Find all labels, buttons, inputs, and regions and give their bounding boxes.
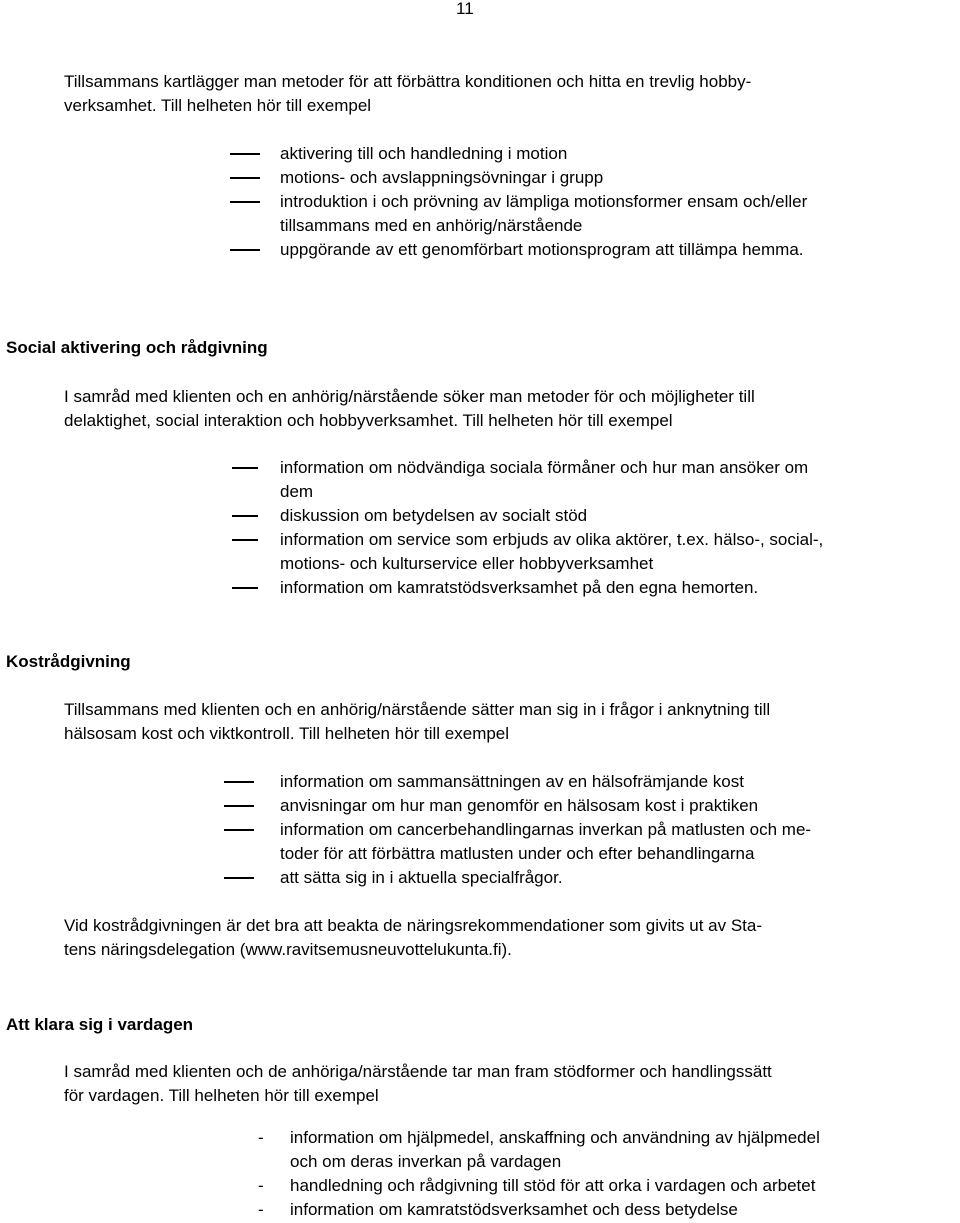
list-item <box>280 238 950 262</box>
list-item-text: uppgörande av ett genomförbart motionsprogram att tillämpa hemma. <box>280 240 804 259</box>
list-item-text-continued: och om deras inverkan på vardagen <box>290 1152 562 1171</box>
list-item <box>280 142 950 166</box>
list-item <box>258 1126 950 1174</box>
list-item <box>258 1198 950 1222</box>
dash-bullet-icon <box>230 153 260 155</box>
list-item-text: information om hjälpmedel, anskaffning och användning av hjälpmedel <box>290 1128 820 1147</box>
list-item-text: information om service som erbjuds av olika aktörer, t.ex. hälso-, social-, <box>280 530 824 549</box>
diet-closing-line-2: tens näringsdelegation (www.ravitsemusneuvottelukunta.fi). <box>64 940 512 959</box>
daily-list <box>258 1126 950 1222</box>
dash-bullet-icon <box>232 539 258 541</box>
list-item-text: handledning och rådgivning till stöd för att orka i vardagen och arbetet <box>290 1176 816 1195</box>
list-item <box>280 794 952 818</box>
list-item-text: information om kamratstödsverksamhet på den egna hemorten. <box>280 578 759 597</box>
list-item-text-continued: toder för att förbättra matlusten under och efter behandlingarna <box>280 844 755 863</box>
list-item-text: information om cancerbehandlingarnas inverkan på matlusten och me- <box>280 820 812 839</box>
diet-intro-line-2: hälsosam kost och viktkontroll. Till helheten hör till exempel <box>64 724 510 743</box>
social-intro-line-1: I samråd med klienten och en anhörig/närstående söker man metoder för och möjligheter till <box>64 387 755 406</box>
dash-bullet-icon <box>224 877 254 879</box>
list-item <box>280 818 952 866</box>
dash-bullet-icon <box>230 201 260 203</box>
list-item-text: att sätta sig in i aktuella specialfrågor. <box>280 868 563 887</box>
hyphen-bullet-icon: - <box>258 1200 264 1219</box>
list-item <box>280 770 952 794</box>
social-list <box>280 456 952 600</box>
dash-bullet-icon <box>232 515 258 517</box>
list-item-text-continued: dem <box>280 482 314 501</box>
dash-bullet-icon <box>224 829 254 831</box>
list-item-text: anvisningar om hur man genomför en hälsosam kost i praktiken <box>280 796 759 815</box>
list-item-text: diskussion om betydelsen av socialt stöd <box>280 506 588 525</box>
diet-closing-paragraph <box>64 914 950 962</box>
motion-intro-line-1: Tillsammans kartlägger man metoder för att förbättra konditionen och hitta en trevlig hobby- <box>64 72 752 91</box>
list-item-text: aktivering till och handledning i motion <box>280 144 568 163</box>
list-item-text: information om kamratstödsverksamhet och dess betydelse <box>290 1200 738 1219</box>
daily-intro-paragraph <box>64 1060 950 1108</box>
list-item <box>280 528 952 576</box>
list-item <box>280 504 952 528</box>
list-item-text-continued: tillsammans med en anhörig/närstående <box>280 216 583 235</box>
list-item-text: information om nödvändiga sociala förmåner och hur man ansöker om <box>280 458 809 477</box>
page-number: 11 <box>456 0 474 18</box>
list-item <box>280 166 950 190</box>
daily-heading: Att klara sig i vardagen <box>6 1015 194 1034</box>
dash-bullet-icon <box>224 805 254 807</box>
diet-list <box>280 770 952 890</box>
dash-bullet-icon <box>232 467 258 469</box>
social-intro-line-2: delaktighet, social interaktion och hobbyverksamhet. Till helheten hör till exempel <box>64 411 673 430</box>
list-item <box>280 866 952 890</box>
hyphen-bullet-icon: - <box>258 1176 264 1195</box>
list-item-text: information om sammansättningen av en hälsofrämjande kost <box>280 772 744 791</box>
diet-intro-line-1: Tillsammans med klienten och en anhörig/närstående sätter man sig in i frågor i anknytning till <box>64 700 771 719</box>
list-item <box>280 576 952 600</box>
social-heading: Social aktivering och rådgivning <box>6 338 268 357</box>
list-item-text-continued: motions- och kulturservice eller hobbyverksamhet <box>280 554 654 573</box>
diet-closing-line-1: Vid kostrådgivningen är det bra att beakta de näringsrekommendationer som givits ut av Sta- <box>64 916 763 935</box>
list-item <box>258 1174 950 1198</box>
diet-heading: Kostrådgivning <box>6 652 131 671</box>
daily-intro-line-1: I samråd med klienten och de anhöriga/närstående tar man fram stödformer och handlingssätt <box>64 1062 772 1081</box>
motion-intro-line-2: verksamhet. Till helheten hör till exempel <box>64 96 372 115</box>
motion-intro-paragraph <box>64 70 950 118</box>
list-item-text: motions- och avslappningsövningar i grupp <box>280 168 604 187</box>
dash-bullet-icon <box>230 249 260 251</box>
motion-list <box>280 142 950 262</box>
dash-bullet-icon <box>230 177 260 179</box>
daily-intro-line-2: för vardagen. Till helheten hör till exempel <box>64 1086 379 1105</box>
diet-intro-paragraph <box>64 698 950 746</box>
dash-bullet-icon <box>224 781 254 783</box>
list-item <box>280 456 952 504</box>
social-intro-paragraph <box>64 385 950 433</box>
list-item <box>280 190 950 238</box>
dash-bullet-icon <box>232 587 258 589</box>
list-item-text: introduktion i och prövning av lämpliga motionsformer ensam och/eller <box>280 192 808 211</box>
hyphen-bullet-icon: - <box>258 1128 264 1147</box>
